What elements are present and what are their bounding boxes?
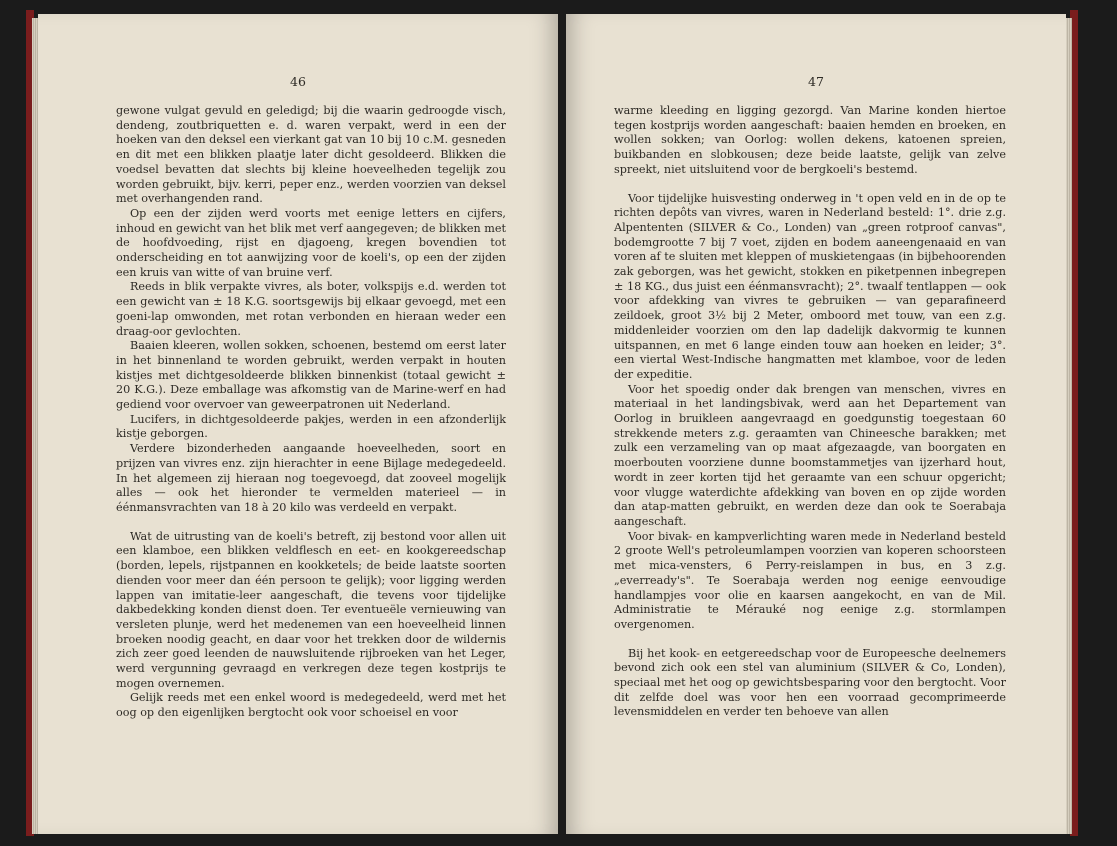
paragraph: gewone vulgat gevuld en geledigd; bij die waarin gedroogde visch, dendeng, zoutbriquetten e. d. waren verpakt, werd in een der hoeken van den deksel een vierkant gat van 10 bij 10 c.M. gesneden en dit met een blikken plaatje later dicht gesoldeerd. Blikken die voedsel bevatten dat slechts bij kleine hoeveelheden tegelijk zou worden gebruikt, bijv. kerri, peper enz., werden voorzien van deksel met overhangenden rand. — [116, 104, 506, 206]
right-page — [566, 14, 1066, 834]
left-page — [38, 14, 558, 834]
right-page-text — [614, 104, 1006, 720]
paragraph: Voor tijdelijke huisvesting onderweg in 't open veld en in de op te richten depôts van vivres, waren in Nederland besteld: 1°. drie z.g. Alpententen (SILVER & Co., Londen) van „green rotproof canvas", bodemgrootte 7 bij 7 voet, zijden en bodem aaneengenaaid en van voren af te sluiten met kleppen of muskietengaas (in bijbehoorenden zak geborgen, was het gewicht, stokken en piketpennen inbegrepen ± 18 KG., dus juist een éénmansvracht); 2°. twaalf tentlappen — ook voor afdekking van vivres te gebruiken — van geparafineerd zeildoek, groot 3½ bij 2 Meter, omboord met touw, van een z.g. middenleider voorzien om den lap dadelijk dakvormig te kunnen uitspannen, en met 6 lange einden touw aan hoeken en leider; 3°. een viertal West-Indische hangmatten met klamboe, voor de leden der expeditie. — [614, 191, 1006, 381]
paragraph: Baaien kleeren, wollen sokken, schoenen, bestemd om eerst later in het binnenland te worden gebruikt, werden verpakt in houten kistjes met dichtgesoldeerde blikken binnenkist (totaal gewicht ± 20 K.G.). Deze emballage was afkomstig van de Marine-werf en had gediend voor overvoer van geweerpatronen uit Nederland. — [116, 339, 506, 412]
paragraph: Lucifers, in dichtgesoldeerde pakjes, werden in een afzonderlijk kistje geborgen. — [116, 412, 506, 441]
paragraph: Wat de uitrusting van de koeli's betreft, zij bestond voor allen uit een klamboe, een blikken veldflesch en eet- en kookgereedschap (borden, lepels, rijstpannen en kookketels; de beide laatste soorten dienden voor meer dan één persoon te gelijk); voor ligging werden lappen van imitatie-leer aangeschaft, die tevens voor tijdelijke dakbedekking konden dienst doen. Ter eventueële vernieuwing van versleten plunje, werd het medenemen van een hoeveelheid linnen broeken noodig geacht, en daar voor het trekken door de wildernis zich zeer goed leenden de nauwsluitende rijbroeken van het Leger, werd vergunning gevraagd en verkregen deze tegen kostprijs te mogen overnemen. — [116, 529, 506, 690]
page-number-right: 47 — [808, 74, 824, 89]
page-stack-right — [1066, 18, 1072, 834]
paragraph: Bij het kook- en eetgereedschap voor de Europeesche deelnemers bevond zich ook een stel van aluminium (SILVER & Co, Londen), speciaal met het oog op gewichtsbesparing voor den bergtocht. Voor dit zelfde doel was voor hen een voorraad gecomprimeerde levensmiddelen en verder ten behoeve van allen — [614, 646, 1006, 719]
page-number-left: 46 — [290, 74, 306, 89]
paragraph: Verdere bizonderheden aangaande hoeveelheden, soort en prijzen van vivres enz. zijn hierachter in eene Bijlage medegedeeld. In het algemeen zij hieraan nog toegevoegd, dat zooveel mogelijk alles — ook het hieronder te vermelden materieel — in éénmansvrachten van 18 à 20 kilo was verdeeld en verpakt. — [116, 442, 506, 514]
paragraph: Reeds in blik verpakte vivres, als boter, volkspijs e.d. werden tot een gewicht van ± 18 K.G. soortsgewijs bij elkaar gevoegd, met een goeni-lap omwonden, met rotan verbonden en hieraan weder een draag-oor gevlochten. — [116, 280, 506, 338]
left-page-text — [116, 104, 506, 721]
paragraph: Voor het spoedig onder dak brengen van menschen, vivres en materiaal in het landingsbivak, werd aan het Departement van Oorlog in bruikleen aangevraagd en goedgunstig toegestaan 60 strekkende meters z.g. geraamten van Chineesche barakken; met zulk een verzameling van op maat afgezaagde, van boorgaten en moerbouten voorziene dunne boomstammetjes van ijzerhard hout, wordt in zeer korten tijd het geraamte van een schuur opgericht; voor vlugge waterdichte afdekking van boven en op zijde worden dan atap-matten gebruikt, en werden deze dan ook te Soerabaja aangeschaft. — [614, 382, 1006, 528]
paragraph: warme kleeding en ligging gezorgd. Van Marine konden hiertoe tegen kostprijs worden aangeschaft: baaien hemden en broeken, en wollen sokken; van Oorlog: wollen dekens, katoenen spreien, buikbanden en slobkousen; deze beide laatste, gelijk van zelve spreekt, niet uitsluitend voor de bergkoeli's bestemd. — [614, 104, 1006, 176]
paragraph: Op een der zijden werd voorts met eenige letters en cijfers, inhoud en gewicht van het blik met verf aangegeven; de blikken met de hoofdvoeding, rijst en djagoeng, kregen bovendien tot onderscheiding en tot aanwijzing voor de koeli's, op een der zijden een kruis van witte of van bruine verf. — [116, 206, 506, 279]
paragraph: Gelijk reeds met een enkel woord is medegedeeld, werd met het oog op den eigenlijken bergtocht ook voor schoeisel en voor — [116, 691, 506, 720]
paragraph: Voor bivak- en kampverlichting waren mede in Nederland besteld 2 groote Well's petroleumlampen voorzien van koperen schoorsteen met mica-vensters, 6 Perry-reislampen in bus, en 3 z.g. „everready's". Te Soerabaja werden nog eenige eenvoudige handlampjes voor olie en kaarsen aangekocht, en van de Mil. Administratie te Mérauké nog eenige z.g. stormlampen overgenomen. — [614, 529, 1006, 631]
